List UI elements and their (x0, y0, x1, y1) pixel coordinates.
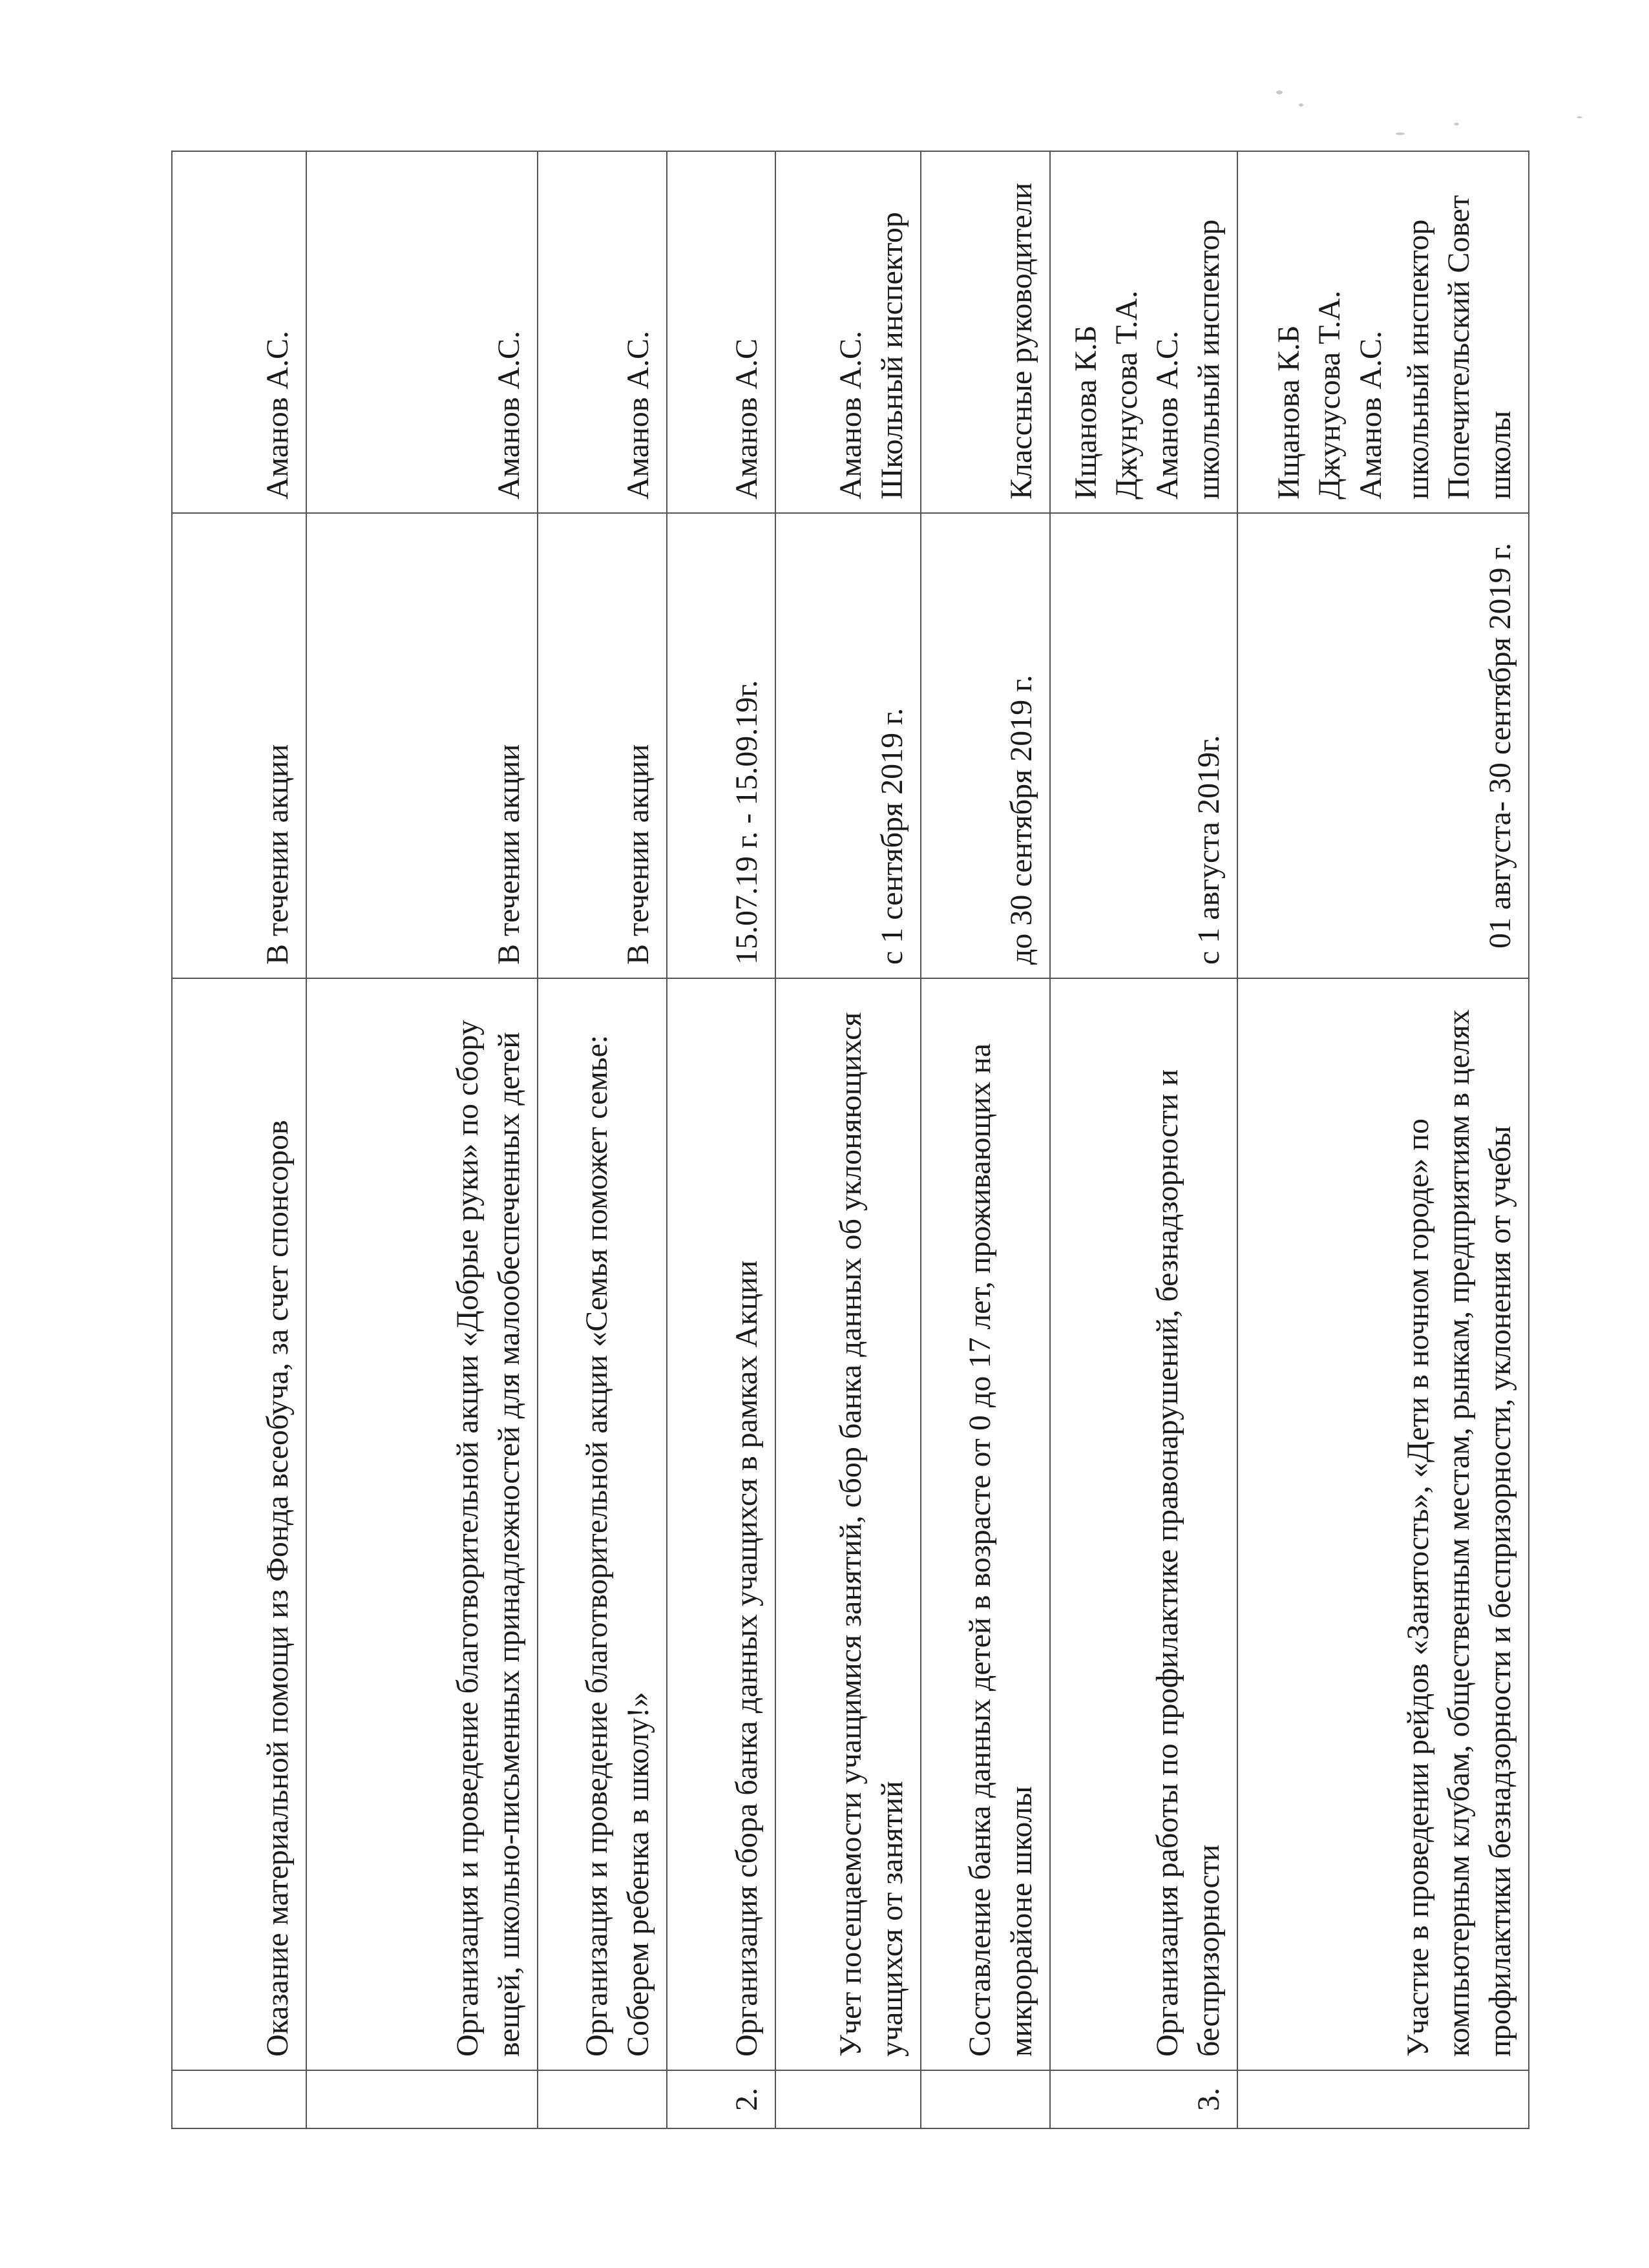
table-row (1050, 151, 1237, 2128)
table-row (538, 151, 667, 2128)
action-plan-table (171, 151, 1529, 2129)
table-row (1237, 151, 1529, 2128)
scan-speck (1299, 103, 1303, 107)
event-cell: Организация и проведение благотворительной акции «Семья поможет семье: Соберем ребенка в школу!» (538, 978, 667, 2070)
event-cell: Оказание материальной помощи из Фонда всеобуча, за счет спонсоров (172, 978, 306, 2070)
event-cell: Учет посещаемости учащимися занятий, сбор банка данных об уклоняющихся учащихся от занятий (775, 978, 921, 2070)
responsible-name: школьный инспектор (1191, 219, 1226, 499)
date-cell: В течении акции (538, 513, 667, 978)
responsible-cell (1237, 151, 1529, 513)
rotated-page (171, 152, 1528, 2129)
row-number (172, 2070, 306, 2128)
date-cell: В течении акции (172, 513, 306, 978)
responsible-cell (921, 151, 1050, 513)
event-cell: Организация и проведение благотворительной акции «Добрые руки» по сбору вещей, школьно-письменных принадлежностей для малообеспеченных детей (306, 978, 538, 2070)
responsible-name: Аманов А.С. (834, 330, 868, 499)
scan-speck (1577, 116, 1582, 118)
responsible-name: Попечительский Совет школы (1442, 194, 1517, 499)
responsible-name: Аманов А.С (729, 338, 764, 499)
date-cell: 01 августа- 30 сентября 2019 г. (1237, 513, 1529, 978)
row-number (775, 2070, 921, 2128)
event-cell: Организация сбора банка данных учащихся в рамках Акции (667, 978, 775, 2070)
event-cell: Участие в проведении рейдов «Занятость», «Дети в ночном городе» по компьютерным клубам, общественным местам, рынкам, предприятиям в целях профилактики безнадзорности и беспризорности, уклонения от учебы (1237, 978, 1529, 2070)
responsible-cell (306, 151, 538, 513)
date-cell: до 30 сентября 2019 г. (921, 513, 1050, 978)
row-number (1237, 2070, 1529, 2128)
row-number (538, 2070, 667, 2128)
responsible-name: Классные руководители (1003, 182, 1038, 499)
table-row (667, 151, 775, 2128)
row-number: 3. (1050, 2070, 1237, 2128)
table-row (775, 151, 921, 2128)
date-cell: с 1 сентября 2019 г. (775, 513, 921, 978)
responsible-name: Аманов А.С. (260, 330, 295, 499)
date-cell: В течении акции (306, 513, 538, 978)
responsible-name: Джунусова Т.А. (1312, 290, 1347, 499)
table-row (306, 151, 538, 2128)
responsible-name: Аманов А.С. (491, 330, 526, 499)
date-cell: 15.07.19 г. - 15.09.19г. (667, 513, 775, 978)
responsible-cell (172, 151, 306, 513)
table-row (172, 151, 306, 2128)
row-number: 2. (667, 2070, 775, 2128)
row-number (306, 2070, 538, 2128)
event-cell: Организация работы по профилактике правонарушений, безнадзорности и беспризорности (1050, 978, 1237, 2070)
responsible-name: Аманов А.С. (1353, 330, 1388, 499)
scan-speck (1396, 132, 1405, 135)
spacer (1391, 165, 1398, 499)
responsible-cell (1050, 151, 1237, 513)
responsible-name: Ищанова К.Б (1068, 325, 1103, 499)
responsible-cell (538, 151, 667, 513)
table-row (921, 151, 1050, 2128)
responsible-name: Аманов А.С. (620, 330, 655, 499)
scan-speck (1276, 90, 1283, 94)
responsible-cell (667, 151, 775, 513)
row-number (921, 2070, 1050, 2128)
responsible-cell (775, 151, 921, 513)
date-cell: с 1 августа 2019г. (1050, 513, 1237, 978)
responsible-name: Школьный инспектор (874, 212, 909, 499)
responsible-name: Джунусова Т.А. (1109, 290, 1144, 499)
responsible-name: Ищанова К.Б (1271, 325, 1306, 499)
responsible-name: Аманов А.С. (1150, 330, 1185, 499)
responsible-name: школьный инспектор (1400, 219, 1435, 499)
event-cell: Составление банка данных детей в возрасте от 0 до 17 лет, проживающих на микрорайоне школы (921, 978, 1050, 2070)
scan-speck (1454, 123, 1459, 125)
